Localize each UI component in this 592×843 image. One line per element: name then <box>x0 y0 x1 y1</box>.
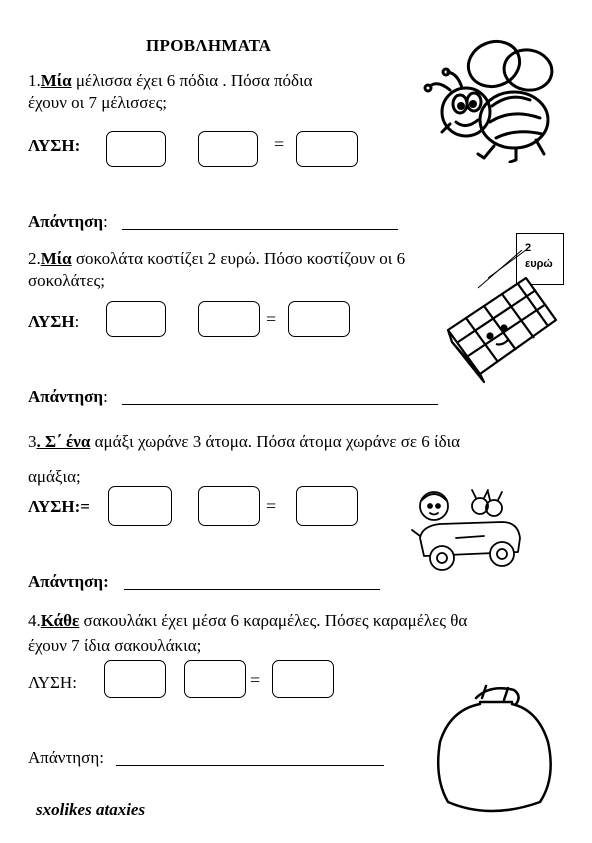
answer-line[interactable] <box>122 404 438 405</box>
equals-sign: = <box>274 134 285 154</box>
answer-label: Απάντηση: <box>28 572 109 591</box>
answer-line[interactable] <box>116 765 384 766</box>
solution-label: ΛΥΣΗ: <box>28 312 80 331</box>
problem-3-text: 3. Σ΄ ένα αμάξι χωράνε 3 άτομα. Πόσα άτομα χωράνε σε 6 ίδια αμάξια; <box>28 432 461 486</box>
answer-label: Απάντηση: <box>28 387 108 406</box>
problem-1-text: 1.Μία μέλισσα έχει 6 πόδια . Πόσα πόδια έχουν οι 7 μέλισσες; <box>28 71 313 112</box>
solution-label: ΛΥΣΗ:= <box>28 497 90 516</box>
answer-box-1c[interactable] <box>296 131 358 167</box>
equals-sign: = <box>266 496 277 516</box>
answer-box-1a[interactable] <box>106 131 166 167</box>
page-title: ΠΡΟΒΛΗΜΑΤΑ <box>146 36 272 55</box>
answer-box-3b[interactable] <box>198 486 260 526</box>
answer-line[interactable] <box>122 229 398 230</box>
answer-label: Απάντηση: <box>28 748 104 767</box>
answer-box-3c[interactable] <box>296 486 358 526</box>
answer-box-3a[interactable] <box>108 486 172 526</box>
answer-box-4b[interactable] <box>184 660 246 698</box>
car-icon <box>410 486 528 576</box>
answer-box-1b[interactable] <box>198 131 258 167</box>
bee-icon <box>420 28 560 163</box>
solution-label: ΛΥΣΗ: <box>28 136 81 155</box>
answer-line[interactable] <box>124 589 380 590</box>
equals-sign: = <box>250 670 261 690</box>
equals-sign: = <box>266 309 277 329</box>
bag-icon <box>430 680 558 818</box>
problem-4-text: 4.Κάθε σακουλάκι έχει μέσα 6 καραμέλες. Πόσες καραμέλες θα έχουν 7 ίδια σακουλάκια; <box>28 611 468 655</box>
answer-box-2c[interactable] <box>288 301 350 337</box>
chocolate-bar-icon <box>440 250 560 385</box>
answer-box-4c[interactable] <box>272 660 334 698</box>
answer-box-4a[interactable] <box>104 660 166 698</box>
price-tag: 2 ευρώ <box>516 233 564 285</box>
solution-label: ΛΥΣΗ: <box>28 673 77 692</box>
answer-label: Απάντηση: <box>28 212 108 231</box>
answer-box-2a[interactable] <box>106 301 166 337</box>
problem-2-text: 2.Μία σοκολάτα κοστίζει 2 ευρώ. Πόσο κοστίζουν οι 6 σοκολάτες; <box>28 249 406 290</box>
answer-box-2b[interactable] <box>198 301 260 337</box>
footer-signature: sxolikes ataxies <box>36 800 146 819</box>
